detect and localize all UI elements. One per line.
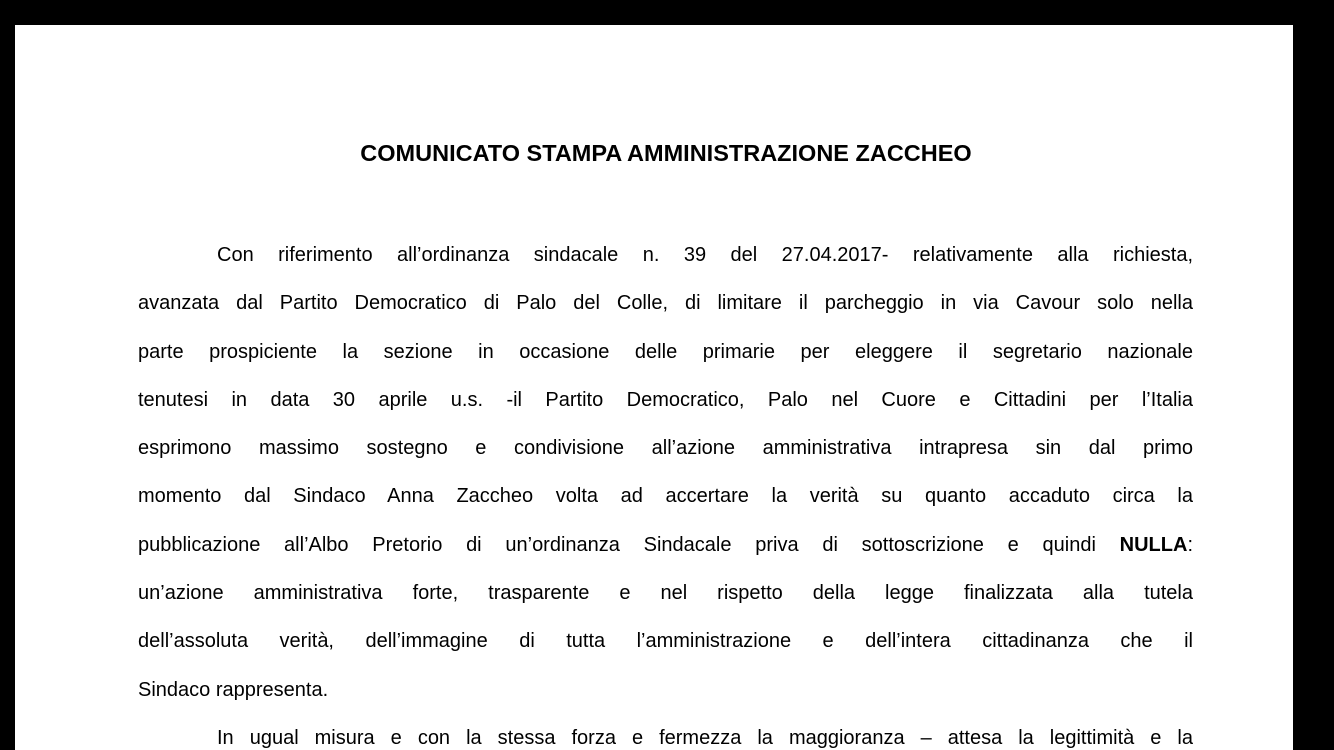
paragraph-line-text: pubblicazione all’Albo Pretorio di un’ordinanza Sindacale priva di sottoscrizione e quindi <box>138 533 1120 556</box>
paragraph-line: avanzata dal Partito Democratico di Palo del Colle, di limitare il parcheggio in via Cavour solo nella <box>138 292 1193 315</box>
paragraph-line-with-emphasis <box>138 521 1193 569</box>
document-body <box>138 231 1193 750</box>
emphasis-suffix: : <box>1187 533 1193 556</box>
paragraph-line: esprimono massimo sostegno e condivisione all’azione amministrativa intrapresa sin dal primo <box>138 437 1193 460</box>
paragraph-1 <box>138 231 1193 714</box>
paragraph-line: momento dal Sindaco Anna Zaccheo volta ad accertare la verità su quanto accaduto circa la <box>138 485 1193 508</box>
paragraph-line: Sindaco rappresenta. <box>138 678 329 701</box>
paragraph-line: Con riferimento all’ordinanza sindacale n. 39 del 27.04.2017- relativamente alla richiesta, <box>217 244 1193 266</box>
document-title: COMUNICATO STAMPA AMMINISTRAZIONE ZACCHEO <box>360 140 972 166</box>
paragraph-line: dell’assoluta verità, dell’immagine di tutta l’amministrazione e dell’intera cittadinanza che il <box>138 630 1193 653</box>
document-page <box>15 25 1293 750</box>
paragraph-2 <box>138 714 1193 750</box>
paragraph-line: tenutesi in data 30 aprile u.s. -il Partito Democratico, Palo nel Cuore e Cittadini per l’Italia <box>138 388 1193 411</box>
paragraph-line: parte prospiciente la sezione in occasione delle primarie per eleggere il segretario nazionale <box>138 340 1193 363</box>
emphasis-word: NULLA <box>1119 533 1188 556</box>
paragraph-line: In ugual misura e con la stessa forza e fermezza la maggioranza – attesa la legittimità e la <box>217 726 1193 749</box>
paragraph-line: un’azione amministrativa forte, trasparente e nel rispetto della legge finalizzata alla tutela <box>138 582 1193 605</box>
